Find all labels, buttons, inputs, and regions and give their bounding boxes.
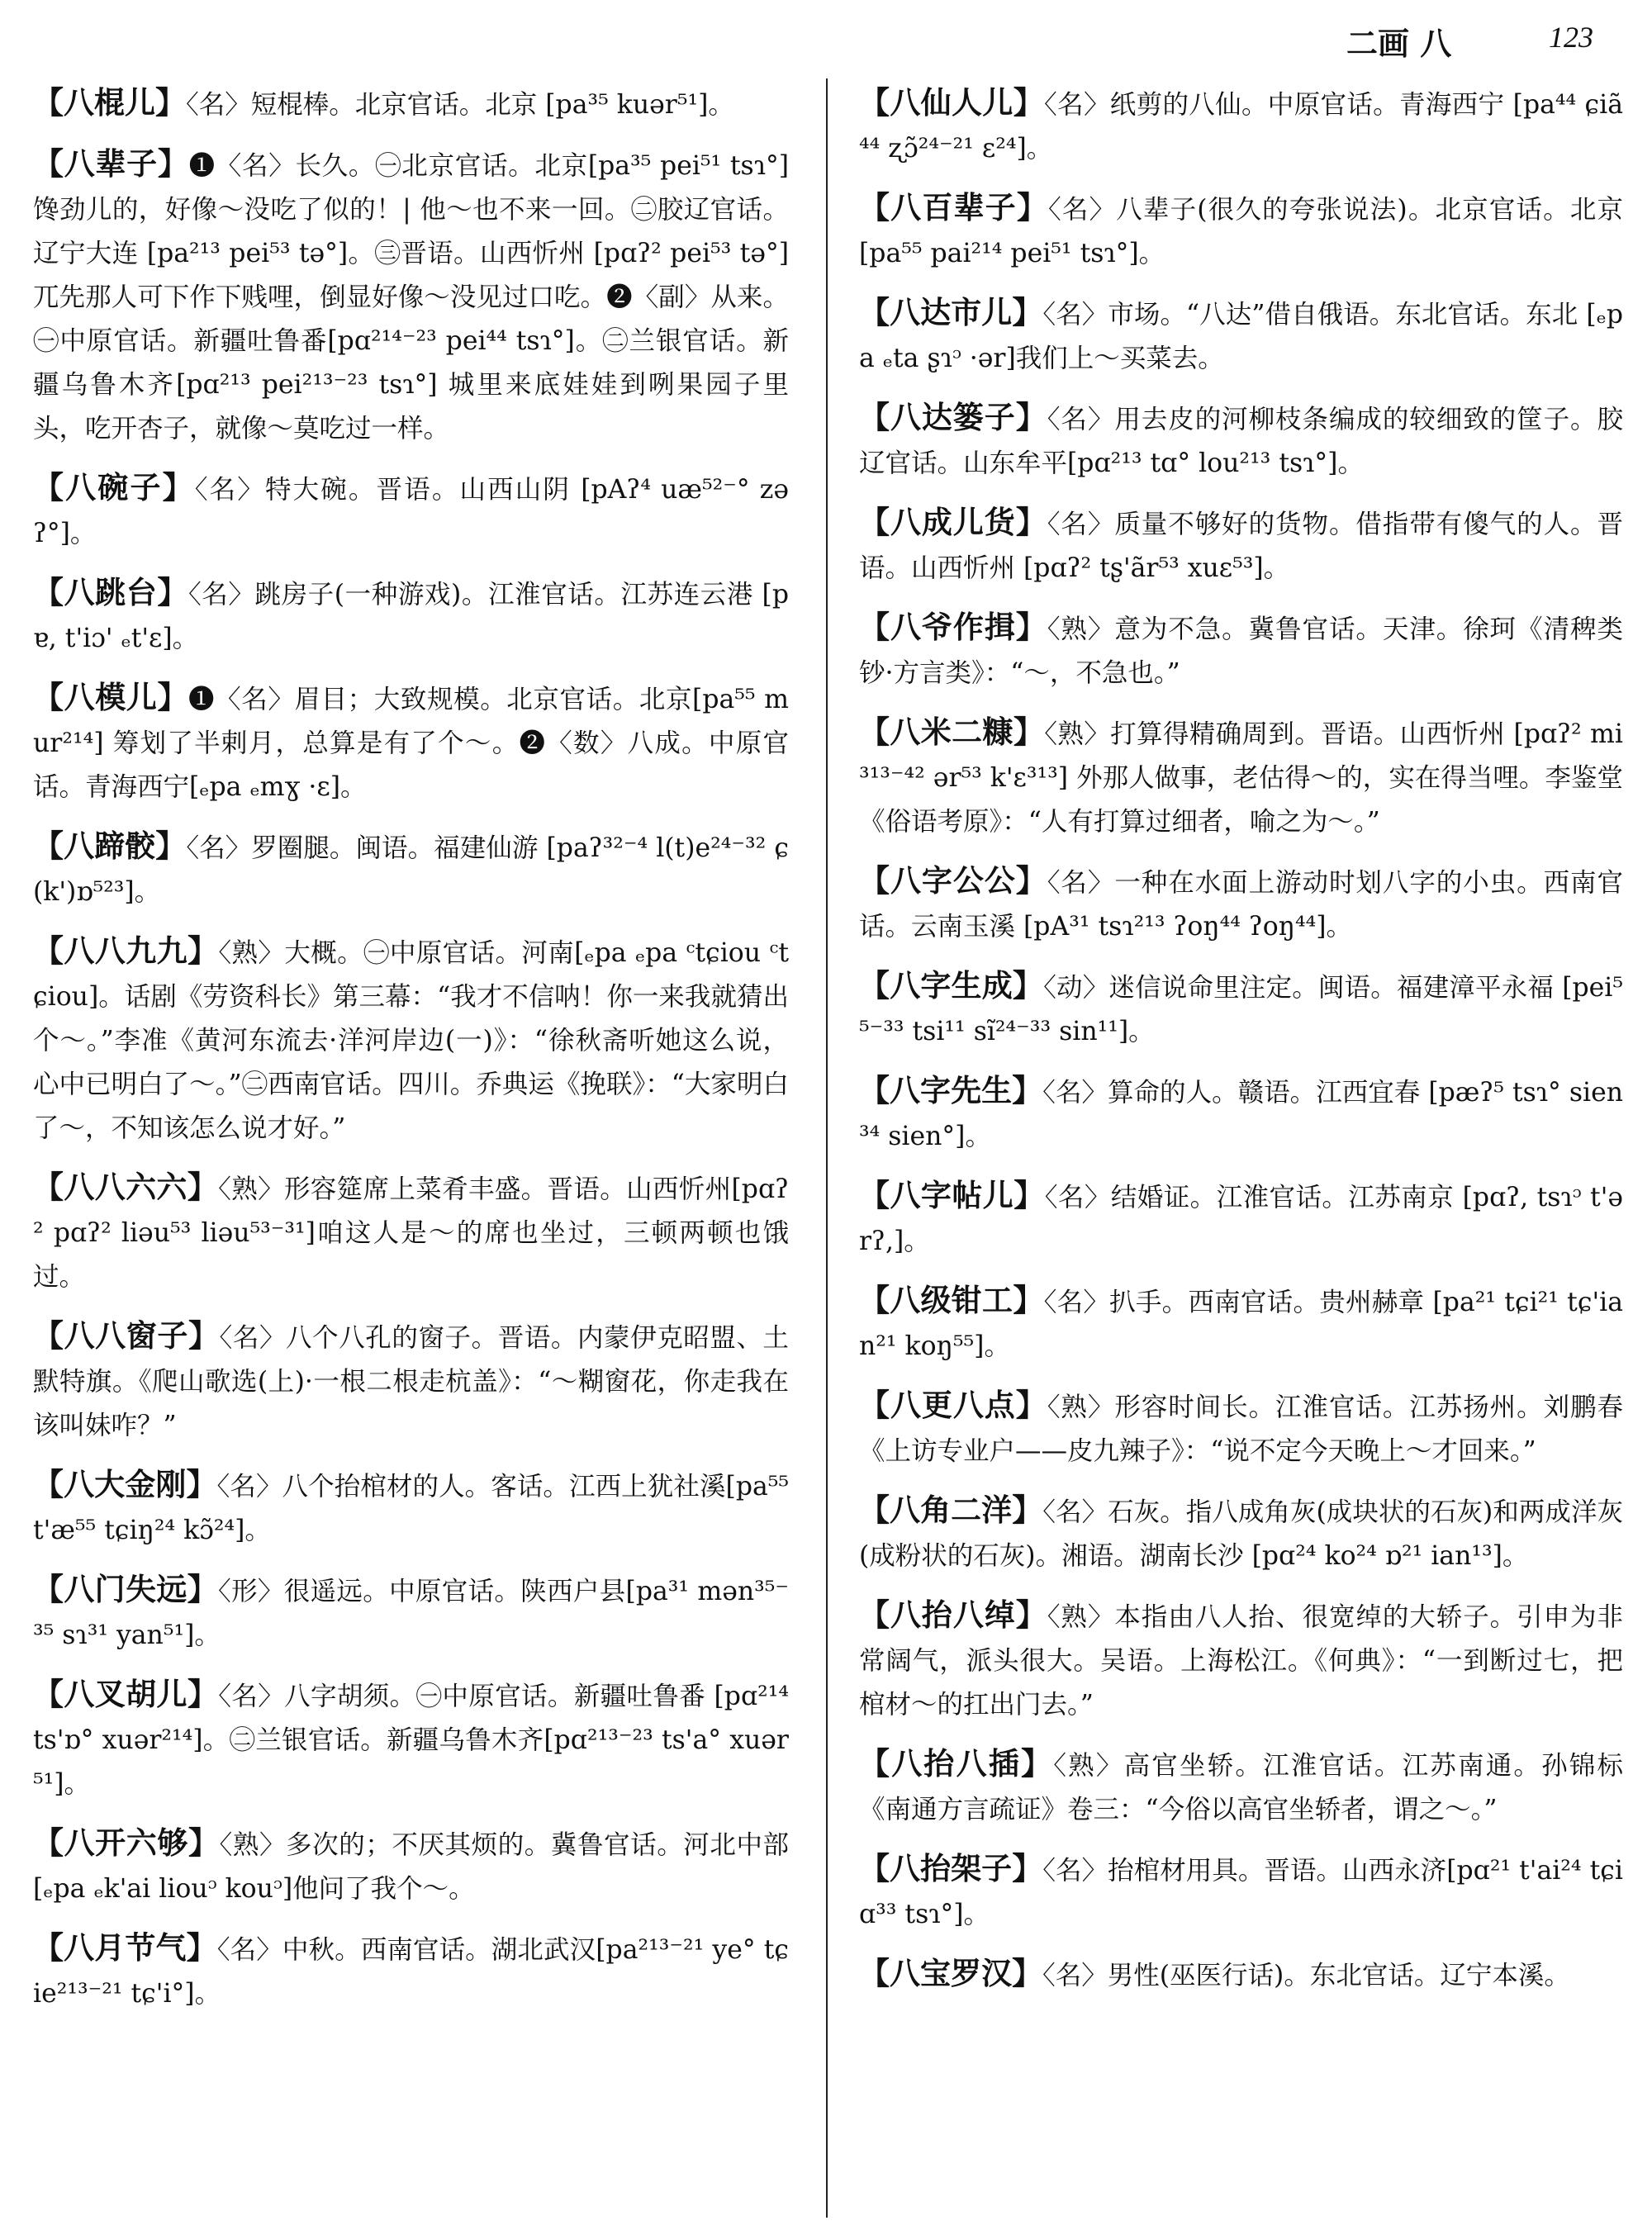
entry-headword: 【 八字帖儿 】 [859,1178,1045,1213]
entry-definition: 〈名〉市场。“八达”借自俄语。东北官话。东北 [ₑpa ₑta ʂɿᵓ ·ər]我们上～买菜去。 [859,300,1623,373]
entry-headword: 【 八月节气 】 [33,1930,217,1966]
dictionary-entry [33,142,789,451]
dictionary-entry [859,1593,1623,1727]
dictionary-entry [859,1069,1623,1159]
entry-definition: 〈熟〉高官坐轿。江淮官话。江苏南通。孙锦标《南通方言疏证》卷三：“今俗以高官坐轿者，谓之～。” [859,1751,1623,1824]
entry-headword: 【 八更八点 】 [859,1388,1047,1423]
dictionary-entry [859,501,1623,591]
dictionary-entry [859,710,1623,844]
dictionary-entry [33,676,789,809]
dictionary-entry [859,1174,1623,1264]
page-number: 123 [1549,21,1593,54]
dictionary-entry [859,1383,1623,1473]
entry-headword: 【 八爷作揖 】 [859,610,1047,645]
dictionary-entry [33,1463,789,1553]
entry-headword: 【 八百辈子 】 [859,190,1048,225]
dictionary-entry [859,1742,1623,1832]
entry-headword: 【 八叉胡儿 】 [33,1677,218,1712]
entry-definition: 〈名〉一种在水面上游动时划八字的小虫。西南官话。云南玉溪 [pA³¹ tsɿ²¹³ ʔoŋ⁴⁴ ʔoŋ⁴⁴]。 [859,868,1623,942]
entry-headword: 【 八米二糠 】 [859,714,1044,750]
right-column [859,81,1623,2220]
dictionary-entry [859,1279,1623,1369]
entry-definition: 〈名〉用去皮的河柳枝条编成的较细致的筐子。胶辽官话。山东牟平[pɑ²¹³ tɑ° lou²¹³ tsɿ°]。 [859,405,1623,478]
entry-headword: 【 八角二洋 】 [859,1492,1042,1528]
entry-headword: 【 八达篓子 】 [859,400,1047,435]
dictionary-entry [33,466,789,556]
dictionary-entry [33,81,789,127]
entry-definition: 〈名〉八个八孔的窗子。晋语。内蒙伊克昭盟、土默特旗。《爬山歌选(上)·一根二根走杭盖》：“～糊窗花，你走我在该叫妹咋？” [33,1323,789,1440]
section-title: 二画 八 [1346,26,1452,62]
dictionary-entry [859,81,1623,171]
entry-headword: 【 八字先生 】 [859,1073,1042,1108]
left-column [33,81,789,2220]
dictionary-entry [859,396,1623,486]
dictionary-entry [859,186,1623,276]
entry-definition: 〈名〉算命的人。赣语。江西宜春 [pæʔ⁵ tsɿ° sien³⁴ sien°]。 [859,1078,1623,1151]
entry-definition: 〈动〉迷信说命里注定。闽语。福建漳平永福 [pei⁵⁵⁻³³ tsi¹¹ sĩ²⁴⁻³³ sin¹¹]。 [859,973,1623,1046]
dictionary-entry [33,571,789,661]
entry-definition: 〈熟〉打算得精确周到。晋语。山西忻州 [pɑʔ² mi³¹³⁻⁴² ər⁵³ k'ɛ³¹³] 外那人做事，老估得～的，实在得当哩。李鉴堂《俗语考原》：“人有打算过细者，喻之为～。” [859,719,1623,837]
entry-definition: 〈名〉中秋。西南官话。湖北武汉[pa²¹³⁻²¹ ye° tɕie²¹³⁻²¹ tɕ'i°]。 [33,1935,789,2009]
entry-definition: 〈名〉八辈子(很久的夸张说法)。北京官话。北京 [pa⁵⁵ pai²¹⁴ pei⁵¹ tsɿ°]。 [859,195,1623,268]
entry-headword: 【 八蹄骹 】 [33,828,186,864]
entry-headword: 【 八大金刚 】 [33,1467,217,1502]
entry-definition: 〈名〉纸剪的八仙。中原官话。青海西宁 [pa⁴⁴ ɕiã⁴⁴ ʐɔ̃²⁴⁻²¹ ɛ²⁴]。 [859,90,1623,164]
entry-headword: 【 八八六六 】 [33,1170,218,1205]
entry-headword: 【 八八窗子 】 [33,1318,220,1354]
dictionary-entry [859,964,1623,1054]
entry-headword: 【 八成儿货 】 [859,505,1047,540]
entry-definition: 〈熟〉形容时间长。江淮官话。江苏扬州。刘鹏春《上访专业户——皮九辣子》：“说不定今天晚上～才回来。” [859,1393,1623,1466]
entry-definition: 〈名〉跳房子(一种游戏)。江淮官话。江苏连云港 [pɐ, t'iɔ' ₑt'ɛ]。 [33,580,789,653]
entry-definition: ❶〈名〉眉目；大致规模。北京官话。北京[pa⁵⁵ mur²¹⁴] 筹划了半剌月，总算是有了个～。❷〈数〉八成。中原官话。青海西宁[ₑpa ₑmɣ ·ɛ]。 [33,685,789,802]
entry-definition: 〈形〉很遥远。中原官话。陕西户县[pa³¹ mən³⁵⁻³⁵ sɿ³¹ yan⁵¹]。 [33,1577,789,1650]
dictionary-entry [859,1952,1623,1998]
dictionary-entry [859,1847,1623,1937]
entry-definition: 〈名〉八个抬棺材的人。客话。江西上犹社溪[pa⁵⁵ t'æ⁵⁵ tɕiŋ²⁴ kɔ̃²⁴]。 [33,1472,789,1545]
entry-headword: 【 八模儿 】 [33,680,188,715]
entry-definition: 〈名〉特大碗。晋语。山西山阴 [pAʔ⁴ uæ⁵²⁻° zəʔ°]。 [33,475,789,548]
entry-headword: 【 八字生成 】 [859,968,1043,1004]
entry-headword: 【 八八九九 】 [33,933,218,969]
entry-definition: 〈熟〉意为不急。冀鲁官话。天津。徐珂《清稗类钞·方言类》：“～，不急也。” [859,614,1623,688]
entry-definition: 〈熟〉大概。㊀中原官话。河南[ₑpa ₑpa ᶜtɕiou ᶜtɕiou]。话剧《劳资科长》第三幕：“我才不信呐！你一来我就猜出个～。”李准《黄河东流去·洋河岸边(一)》：“徐秋斋听她这么说，心中已明白了～。”㊁西南官话。四川。乔典运《挽联》：“大家明白了～，不知该怎么说才好。” [33,938,789,1143]
column-divider [826,78,828,2218]
entry-headword: 【 八开六够 】 [33,1825,220,1861]
entry-definition: 〈名〉罗圈腿。闽语。福建仙游 [paʔ³²⁻⁴ l(t)e²⁴⁻³² ɕ(k')ɒ⁵²³]。 [33,833,789,907]
entry-headword: 【 八跳台 】 [33,575,188,610]
entry-headword: 【 八抬八插 】 [859,1746,1053,1782]
entry-definition: 〈名〉抬棺材用具。晋语。山西永济[pɑ²¹ t'ai²⁴ tɕiɑ³³ tsɿ°]。 [859,1856,1623,1929]
entry-headword: 【 八辈子 】 [33,146,189,182]
dictionary-entry [33,929,789,1151]
entry-definition: 〈熟〉形容筵席上菜肴丰盛。晋语。山西忻州[pɑʔ² pɑʔ² liəu⁵³ liəu⁵³⁻³¹]咱这人是～的席也坐过，三顿两顿也饿过。 [33,1174,789,1292]
dictionary-entry [859,605,1623,695]
dictionary-entry [33,1821,789,1911]
entry-definition: 〈名〉质量不够好的货物。借指带有傻气的人。晋语。山西忻州 [pɑʔ² tʂ'ãr⁵³ xuɛ⁵³]。 [859,510,1623,583]
entry-headword: 【 八字公公 】 [859,863,1047,899]
dictionary-entry [33,1165,789,1299]
dictionary-entry [859,859,1623,949]
entry-headword: 【 八级钳工 】 [859,1283,1044,1318]
entry-definition: 〈名〉男性(巫医行话)。东北官话。辽宁本溪。 [1042,1961,1570,1990]
dictionary-entry [33,1672,789,1806]
entry-definition: 〈名〉八字胡须。㊀中原官话。新疆吐鲁番 [pɑ²¹⁴ ts'ɒ° xuər²¹⁴]。㊁兰银官话。新疆乌鲁木齐[pɑ²¹³⁻²³ ts'a° xuər⁵¹]。 [33,1682,789,1799]
dictionary-entry [859,291,1623,381]
entry-headword: 【 八仙人儿 】 [859,85,1044,121]
dictionary-entry [859,1488,1623,1578]
dictionary-entry [33,824,789,914]
entry-definition: 〈名〉扒手。西南官话。贵州赫章 [pa²¹ tɕi²¹ tɕ'ian²¹ koŋ⁵⁵]。 [859,1288,1623,1361]
page-header [0,18,1652,64]
entry-headword: 【 八达市儿 】 [859,295,1042,330]
entry-headword: 【 八碗子 】 [33,470,195,505]
entry-definition: 〈名〉短棍棒。北京官话。北京 [pa³⁵ kuər⁵¹]。 [186,90,734,120]
entry-headword: 【 八门失远 】 [33,1572,218,1607]
entry-definition: 〈名〉石灰。指八成角灰(成块状的石灰)和两成洋灰(成粉状的石灰)。湘语。湖南长沙 [pɑ²⁴ ko²⁴ ɒ²¹ ian¹³]。 [859,1497,1623,1571]
dictionary-entry [33,1926,789,2016]
dictionary-entry [33,1314,789,1448]
entry-headword: 【 八抬八绰 】 [859,1597,1047,1633]
entry-definition: 〈熟〉多次的；不厌其烦的。冀鲁官话。河北中部 [ₑpa ₑk'ai liouᵓ kouᵓ]他问了我个～。 [33,1830,789,1904]
entry-definition: 〈熟〉本指由八人抬、很宽绰的大轿子。引申为非常阔气，派头很大。吴语。上海松江。《何典》：“一到断过七，把棺材～的扛出门去。” [859,1602,1623,1720]
entry-definition: 〈名〉结婚证。江淮官话。江苏南京 [pɑʔ, tsɿᵓ t'ərʔ,]。 [859,1183,1623,1256]
entry-definition: ❶〈名〉长久。㊀北京官话。北京[pa³⁵ pei⁵¹ tsɿ°] 馋劲儿的，好像～没吃了似的！| 他～也不来一回。㊁胶辽官话。辽宁大连 [pa²¹³ pei⁵³ tə°]。㊂晋语。山西忻州 [pɑʔ² pei⁵³ tə°] 兀先那人可下作下贱哩，倒显好像～没见过口吃。❷〈副〉从来。㊀中原官话。新疆吐鲁番[pɑ²¹⁴⁻²³ pei⁴⁴ tsɿ°]。㊁兰银官话。新疆乌鲁木齐[pɑ²¹³ pei²¹³⁻²³ tsɿ°] 城里来底娃娃到咧果园子里头，吃开杏子，就像～莫吃过一样。 [33,151,789,444]
dictionary-entry [33,1568,789,1658]
entry-headword: 【 八抬架子 】 [859,1851,1042,1886]
entry-headword: 【 八棍儿 】 [33,85,186,121]
entry-headword: 【 八宝罗汉 】 [859,1956,1042,1991]
